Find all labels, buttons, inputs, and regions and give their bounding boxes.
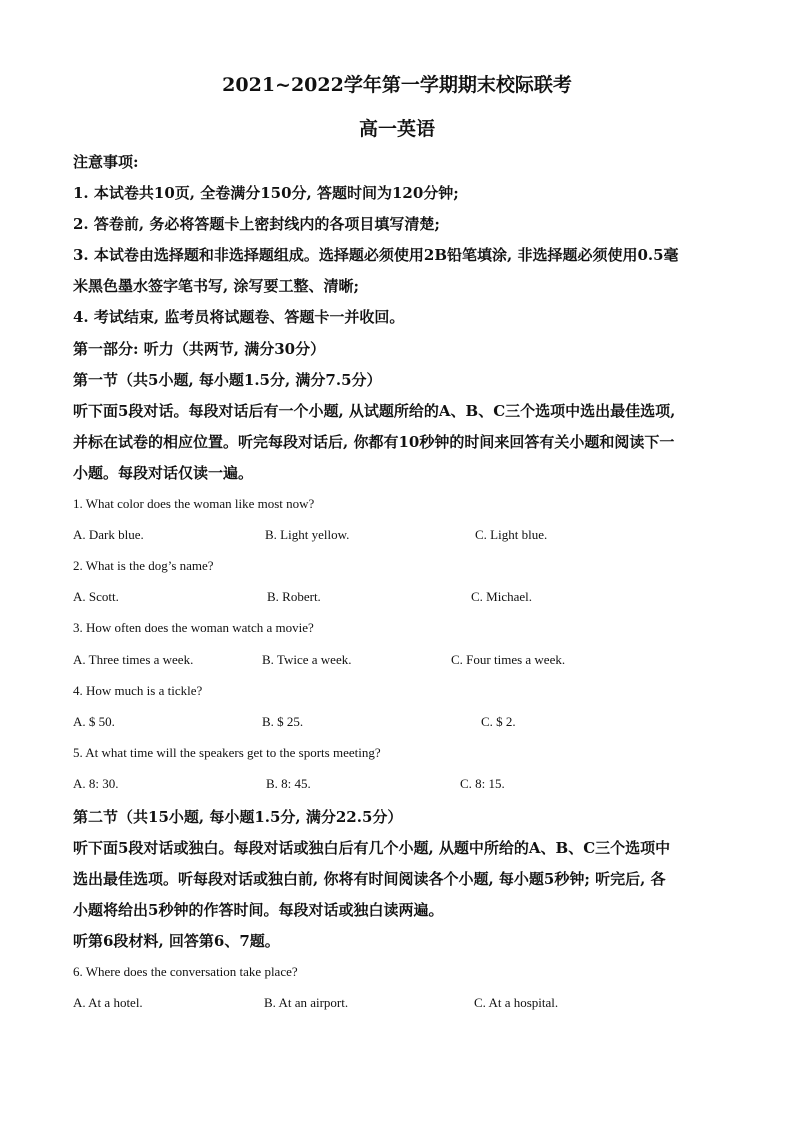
question-6-option-b: B. At an airport. [264,995,349,1010]
section2-instruction-1: 听下面5段对话或独白。每段对话或独白后有几个小题, 从题中所给的A、B、C三个选项中 [73,839,671,857]
material-6-note: 听第6段材料, 回答第6、7题。 [73,932,280,950]
question-6-option-c: C. At a hospital. [474,995,559,1010]
note-item-3-cont: 米黑色墨水签字笔书写, 涂写要工整、清晰; [73,277,359,295]
question-3-option-a: A. Three times a week. [73,652,194,667]
question-5-option-a: A. 8: 30. [73,776,119,791]
section1-heading: 第一节（共5小题, 每小题1.5分, 满分7.5分） [73,371,382,389]
question-1-option-c: C. Light blue. [475,527,548,542]
section2-heading: 第二节（共15小题, 每小题1.5分, 满分22.5分） [73,808,403,826]
question-1-option-a: A. Dark blue. [73,527,144,542]
exam-subject: 高一英语 [358,118,435,140]
section2-instruction-2: 选出最佳选项。听每段对话或独白前, 你将有时间阅读各个小题, 每小题5秒钟; 听完后, 各 [73,870,666,888]
question-4-option-b: B. $ 25. [262,714,304,729]
question-2-option-a: A. Scott. [73,589,119,604]
question-stem-2: 2. What is the dog’s name? [73,558,214,573]
question-stem-3: 3. How often does the woman watch a movie? [73,620,314,635]
question-stem-5: 5. At what time will the speakers get to the sports meeting? [73,745,381,760]
question-2-option-c: C. Michael. [471,589,533,604]
note-item-4: 4. 考试结束, 监考员将试题卷、答题卡一并收回。 [73,308,405,326]
note-item-3: 3. 本试卷由选择题和非选择题组成。选择题必须使用2B铅笔填涂, 非选择题必须使用0.5毫 [73,246,679,264]
note-item-1: 1. 本试卷共10页, 全卷满分150分, 答题时间为120分钟; [73,184,459,202]
question-4-option-c: C. $ 2. [481,714,516,729]
question-3-option-c: C. Four times a week. [451,652,566,667]
exam-title: 2021~2022学年第一学期期末校际联考 [222,74,572,96]
notes-heading: 注意事项: [73,153,139,171]
question-1-option-b: B. Light yellow. [265,527,350,542]
note-item-2: 2. 答卷前, 务必将答题卡上密封线内的各项目填写清楚; [73,215,440,233]
section1-instruction-2: 并标在试卷的相应位置。听完每段对话后, 你都有10秒钟的时间来回答有关小题和阅读下一 [73,433,675,451]
section1-instruction-3: 小题。每段对话仅读一遍。 [73,464,254,482]
question-stem-4: 4. How much is a tickle? [73,683,203,698]
question-2-option-b: B. Robert. [267,589,321,604]
question-3-option-b: B. Twice a week. [262,652,352,667]
question-stem-1: 1. What color does the woman like most now? [73,496,315,511]
question-5-option-c: C. 8: 15. [460,776,505,791]
section1-instruction-1: 听下面5段对话。每段对话后有一个小题, 从试题所给的A、B、C三个选项中选出最佳选项, [73,402,676,420]
question-stem-6: 6. Where does the conversation take place? [73,964,298,979]
question-6-option-a: A. At a hotel. [73,995,143,1010]
question-4-option-a: A. $ 50. [73,714,115,729]
part1-heading: 第一部分: 听力（共两节, 满分30分） [73,340,326,358]
section2-instruction-3: 小题将给出5秒钟的作答时间。每段对话或独白读两遍。 [73,901,444,919]
question-5-option-b: B. 8: 45. [266,776,311,791]
